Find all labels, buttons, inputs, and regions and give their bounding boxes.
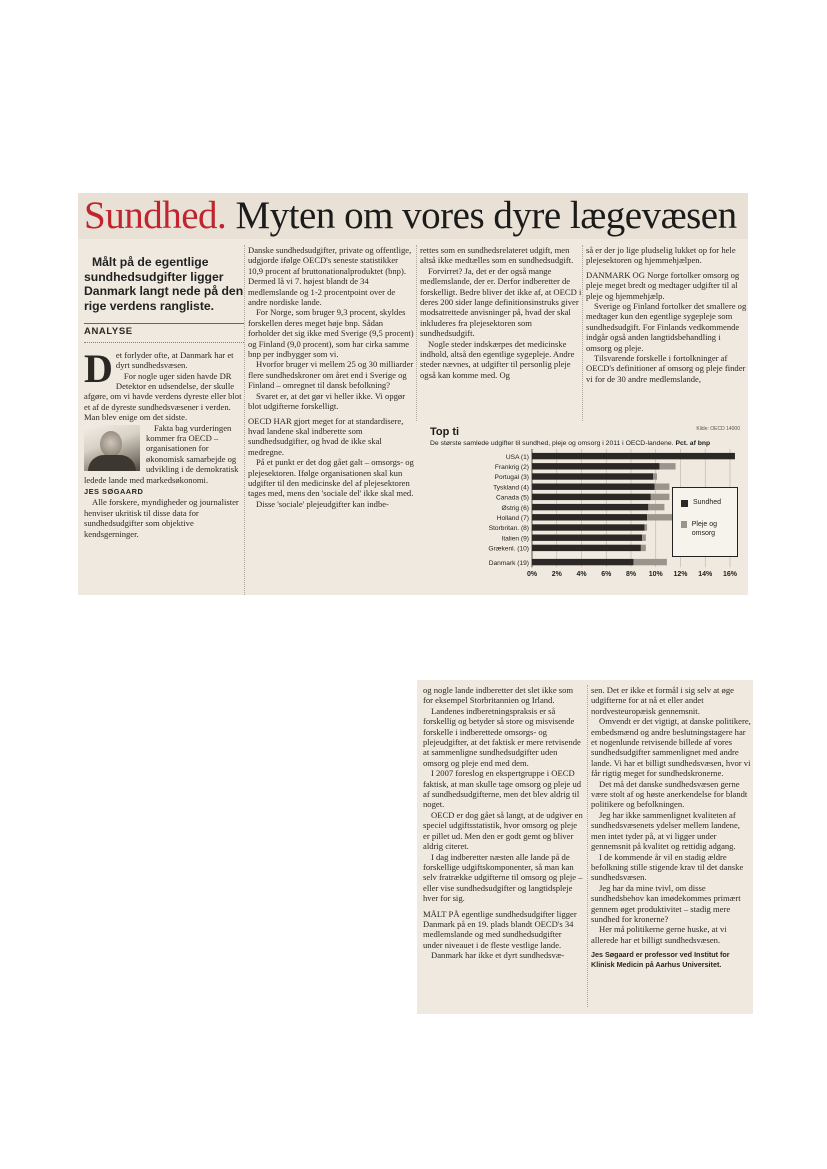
paragraph: OECD HAR gjort meget for at standardisere, hvad landene skal indberette som sundhedsudgifter, og hvad de ikke skal medregne. [248,415,404,457]
intro-paragraph-2: For nogle uger siden havde DR Detektor en udsendelse, der skulle afgøre, om vi havde verdens dyreste eller blot et af de dyreste sundhedsvæsener i verden. Man blev enige om det sidste. [84,370,242,423]
legend-label: Pleje og omsorg [691,521,718,537]
paragraph: Tilsvarende forskelle i fortolkninger af OECD's definitioner af omsorg og pleje finder vi for de 30 andre medlemslande, [586,353,746,384]
bar-sundhed [532,535,642,541]
legend-label: Sundhed [693,499,722,506]
section-label: ANALYSE [84,323,244,342]
x-tick-label: 12% [673,571,688,579]
x-tick-label: 0% [526,571,538,579]
intro-paragraph-3: Fakta bag vurderingen kommer fra OECD – organisationen for økonomisk samarbejde og udvikling i de demokratisk ledede lande med markedsøkonomi. [84,422,239,485]
paragraph: Danske sundhedsudgifter, private og offentlige, udgjorde ifølge OECD's seneste statistikker 10,9 procent af bruttonationalproduktet (bnp). Dermed lå vi 7. højest blandt de 34 medlemslande og 1-2 procentpoint over de andre nordiske lande. [248,245,412,308]
bar-pleje-omsorg [645,524,647,530]
bar-sundhed [532,494,651,500]
paragraph: og nogle lande indberetter det slet ikke som for eksempel Storbritannien og Irland. [423,685,574,706]
bar-chart [420,423,746,595]
author-signature: Jes Søgaard er professor ved Institut for Klinisk Medicin på Aarhus Universitet. [591,950,730,969]
category-label: Canada (5) [496,494,529,502]
paragraph: så er der jo lige pludselig lukket op for hele plejesektoren og hjemmehjælpen. [586,245,736,266]
legend-swatch [681,521,687,528]
bar-pleje-omsorg [653,473,657,479]
category-label: Frankrig (2) [494,464,529,471]
x-tick-label: 14% [698,571,713,579]
bar-pleje-omsorg [633,559,666,565]
paragraph: Svaret er, at det gør vi heller ikke. Vi opgør blot udgifterne forskelligt. [248,390,406,412]
paragraph: MÅLT PÅ egentlige sundhedsudgifter ligger Danmark på en 19. plads blandt OECD's 34 medlemslande og med sundhedsudgifter under niveauet i de fleste vestlige lande. [423,908,577,950]
paragraph: DANMARK OG Norge fortolker omsorg og pleje meget bredt og medtager udgifter til al pleje og hjemmehjælp. [586,269,740,301]
paragraph: Omvendt er det vigtigt, at danske politikere, embedsmænd og andre beslutningstagere har et nogenlunde retvisende billede af vores sundhedsudgifter sammenlignet med andre lande. Vi har et billigt sundhedsvæsen, hvor vi får rigtig meget for sundhedskronerne. [591,716,751,779]
bar-pleje-omsorg [641,545,646,551]
bar-pleje-omsorg [655,484,670,490]
intro-paragraph-1: et forlyder ofte, at Danmark har et dyrt sundhedsvæsen. [115,349,234,371]
paragraph: Danmark har ikke et dyrt sundhedsvæ- [431,950,565,961]
continuation-column-left [423,685,583,961]
x-tick-label: 10% [648,571,663,579]
paragraph: Jeg har da mine tvivl, om disse sundhedsbehov kan imødekommes primært gennem øget produktivitet – stadig mere sundhed for kronerne? [591,882,741,924]
x-tick-label: 16% [722,571,738,579]
x-tick-label: 4% [576,571,587,579]
category-label: Østrig (6) [501,504,529,512]
bar-sundhed [532,524,645,530]
headline-title: Myten om vores dyre lægevæsen [226,194,737,237]
bar-sundhed [532,514,647,520]
legend-item-sundhed [681,499,721,507]
paragraph: På et punkt er det dog gået galt – omsorgs- og plejesektoren. Ifølge organisationen skal kun udgifter til den medicinske del af plejesektoren tages med, mens den 'sociale del' ikke skal med. [248,457,414,499]
category-label: Storbritan. (8) [488,525,529,533]
column-divider [244,245,246,595]
paragraph: OECD er dog gået så langt, at de udgiver en speciel udgiftsstatistik, hvor omsorg og pleje er pillet ud. Men den er godt gemt og bliver aldrig citeret. [423,809,583,852]
dropcap: D [84,345,113,391]
chart-subtitle-text: De største samlede udgifter til sundhed, pleje og omsorg i 2011 i OECD-landene. [430,440,674,447]
column-divider [582,245,584,421]
column-3 [420,245,582,380]
category-label: Holland (7) [496,515,529,522]
x-tick-label: 8% [625,571,637,579]
author-photo [84,425,140,471]
bar-sundhed [532,473,653,479]
category-label: Portugal (3) [494,474,529,482]
paragraph: Det må det danske sundhedsvæsen gerne være stolt af og høste anerkendelse for blandt politikere og befolkningen. [591,778,748,810]
column-4 [586,245,748,384]
bar-pleje-omsorg [648,504,664,510]
chart-source: Kilde: OECD 14000 [696,426,740,432]
paragraph: I dag indberetter næsten alle lande på de forskellige udgiftskomponenter, så man kan selv fratrække udgifterne til omsorg og pleje – eller vise sundhedsudgifter og langtidspleje hver for sig. [423,851,583,904]
headline-section: Sundhed. [84,194,227,237]
deck: Målt på de egentlige sundhedsudgifter ligger Danmark langt nede på den rige verdens rangliste. [84,255,244,313]
category-label: USA (1) [505,453,529,461]
paragraph: Jeg har ikke sammenlignet kvaliteten af sundhedsvæsenets ydelser mellem landene, men intet tyder på, at vi ligger under gennemsnit på kvalitet og rettidig adgang. [591,809,740,852]
intro-paragraph-4: Alle forskere, myndigheder og journalister henviser ukritisk til disse data for sundhedsudgifter som objektive kendsgerninger. [84,497,239,539]
paragraph: rettes som en sundhedsrelateret udgift, men altså ikke medtælles som en sundhedsudgift. [420,245,574,266]
paragraph: Nogle steder indskærpes det medicinske indhold, altså den egentlige sygepleje. Andre steder nævnes, at udgifter til personlig pleje også kan komme med. Og [420,338,575,380]
paragraph: sen. Det er ikke et formål i sig selv at øge udgifterne for at nå et eller andet nordvesteuropæisk gennemsnit. [591,685,734,716]
article-clipping-continuation [417,680,753,1014]
headline [78,193,748,239]
bar-sundhed [532,545,641,551]
paragraph: Forvirret? Ja, det er der også mange medlemslande, der er. Derfor indberetter de forskelligt. Bedre bliver det ikke af, at OECD i deres 200 sider lange definitionsinstruks giver modsatrettede anvisninger på, hvad der skal inkluderes fra plejesektoren som sundhedsudgift. [420,265,582,339]
paragraph: Hvorfor bruger vi mellem 25 og 30 milliarder flere sundhedskroner om året end i Sverige og Finland – omregnet til dansk befolkning? [248,359,414,391]
x-tick-label: 2% [551,571,562,579]
x-tick-label: 6% [601,571,612,579]
column-divider [587,685,589,1007]
paragraph: Sverige og Finland fortolker det smallere og medtager kun den egentlige sygepleje som sundhedsudgift. For Finlands vedkommende indgår også anden langtidsbehandling i omsorg og pleje. [586,301,747,353]
bar-sundhed [532,463,659,469]
category-label: Tyskland (4) [493,484,529,492]
column-2 [248,245,414,509]
paragraph: Disse 'sociale' plejeudgifter kan indbe- [256,498,389,509]
article-clipping-top [78,193,748,595]
chart-unit-label: Pct. af bnp [675,440,711,447]
paragraph: I de kommende år vil en stadig ældre befolkning stille stigende krav til det danske sundhedsvæsen. [591,851,744,883]
bar-sundhed [532,504,648,510]
category-label: Grækenl. (10) [488,545,529,553]
intro [84,345,244,539]
paragraph: I 2007 foreslog en ekspertgruppe i OECD faktisk, at man skulle tage omsorg og pleje ud af sundhedsudgifterne, men det blev aldrig til noget. [423,768,582,810]
chart-title: Top ti [430,426,460,438]
bar-sundhed [532,559,633,565]
paragraph: Landenes indberetningspraksis er så forskellig og betyder så store og misvisende forskelle i indberettede omsorgs- og plejeudgifter, at det faktisk er mere retvisende at sammenligne sundhedsudgifter uden omsorg og pleje end med dem. [423,705,581,768]
legend-swatch [681,500,688,507]
paragraph: For Norge, som bruger 9,3 procent, skyldes forskellen deres meget høje bnp. Sådan forholder det sig ikke med Sverige (9,5 procent) og Finland (9,0 procent), som har cirka samme bnp per indbygger som vi. [248,307,414,360]
bar-sundhed [532,484,655,490]
paragraph: Her må politikerne gerne huske, at vi allerede har et billigt sundhedsvæsen. [591,924,727,945]
legend-item-pleje [681,520,733,538]
bar-pleje-omsorg [659,463,675,469]
column-1 [84,255,244,539]
bar-pleje-omsorg [651,494,670,500]
continuation-column-right [591,685,751,969]
bar-sundhed [532,453,735,459]
chart-legend [672,487,738,557]
byline: JES SØGAARD [84,487,144,497]
bar-pleje-omsorg [642,535,646,541]
category-label: Italien (9) [501,535,529,543]
category-label: Danmark (19) [488,559,529,567]
column-divider [416,245,418,421]
